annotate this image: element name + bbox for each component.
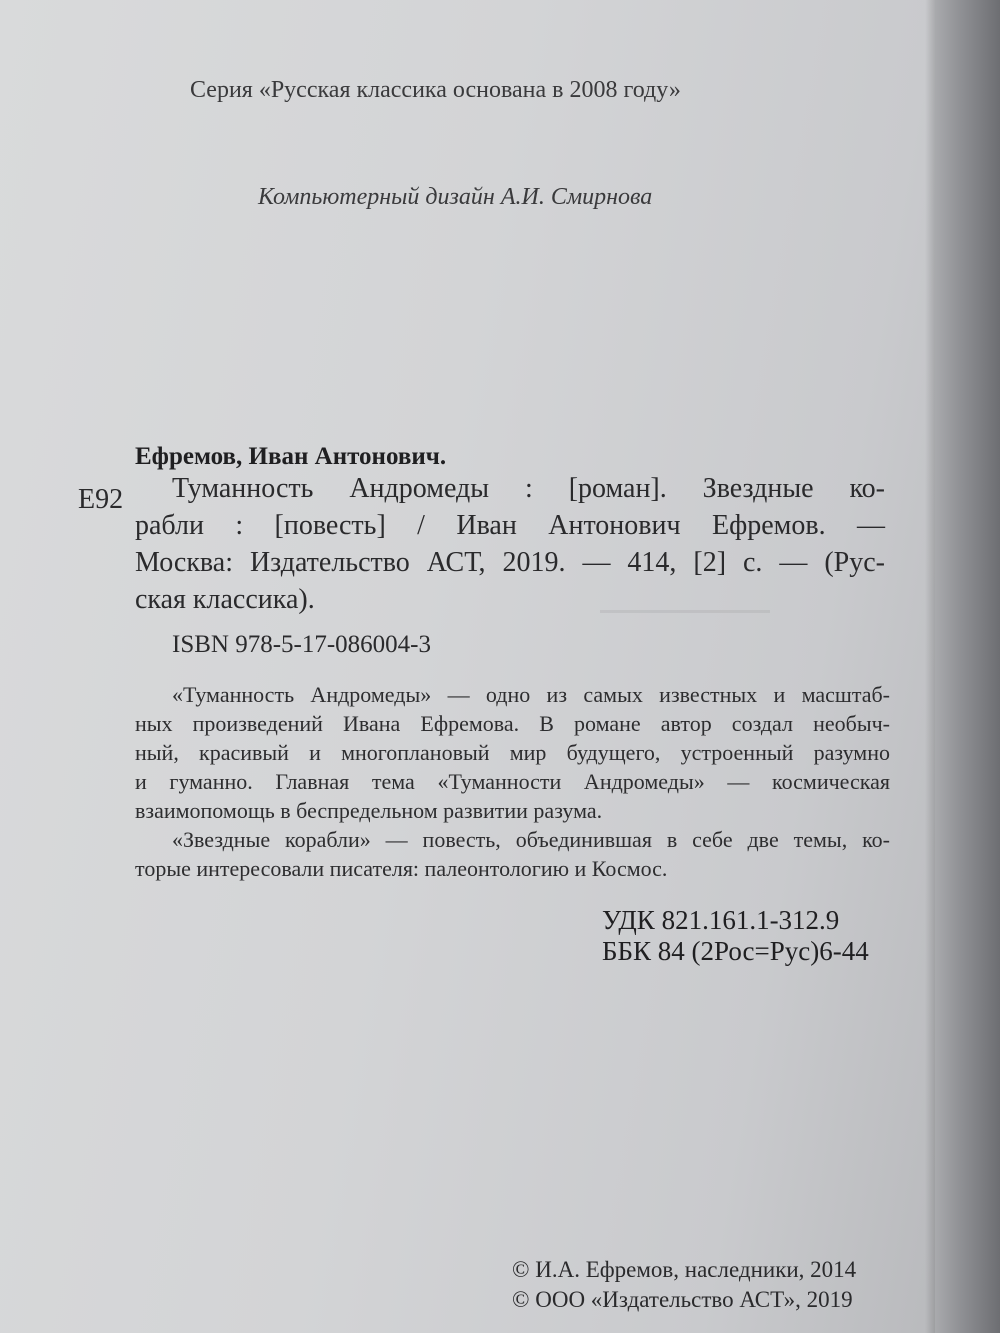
annotation-line: торые интересовали писателя: палеонтологию и Космос.	[135, 856, 668, 881]
annotation-line: ный, красивый и многоплановый мир будущего, устроенный разумно	[135, 740, 890, 765]
bibliographic-line: рабли : [повесть] / Иван Антонович Ефремов. —	[135, 510, 885, 541]
bbk-code: ББК 84 (2Рос=Рус)6-44	[602, 936, 869, 966]
annotation	[135, 680, 890, 883]
annotation-line: «Звездные корабли» — повесть, объединившая в себе две темы, ко-	[172, 827, 890, 852]
bibliographic-line: Москва: Издательство АСТ, 2019. — 414, [2] с. — (Рус-	[135, 547, 885, 578]
bibliographic-line: Туманность Андромеды : [роман]. Звездные ко-	[172, 473, 885, 504]
annotation-line: взаимопомощь в беспредельном развитии разума.	[135, 798, 603, 823]
copyright-line: © ООО «Издательство АСТ», 2019	[512, 1287, 853, 1312]
annotation-line: и гуманно. Главная тема «Туманности Андромеды» — космическая	[135, 769, 890, 794]
isbn: ISBN 978-5-17-086004-3	[172, 631, 432, 658]
design-credit: Компьютерный дизайн А.И. Смирнова	[258, 184, 653, 210]
author-heading: Ефремов, Иван Антонович.	[135, 443, 447, 470]
annotation-line: ных произведений Ивана Ефремова. В романе автор создал необыч-	[135, 711, 890, 736]
annotation-line: «Туманность Андромеды» — одно из самых известных и масштаб-	[172, 682, 890, 707]
bibliographic-line: ская классика).	[135, 584, 315, 615]
copyright-block	[512, 1255, 856, 1315]
series-line: Серия «Русская классика основана в 2008 году»	[190, 77, 681, 103]
bibliographic-description	[135, 470, 885, 618]
catalog-code: Е92	[78, 484, 124, 515]
copyright-line: © И.А. Ефремов, наследники, 2014	[512, 1257, 857, 1282]
udk-code: УДК 821.161.1-312.9	[602, 905, 840, 935]
next-page-edge	[935, 0, 1000, 1333]
classification-codes	[602, 905, 869, 967]
